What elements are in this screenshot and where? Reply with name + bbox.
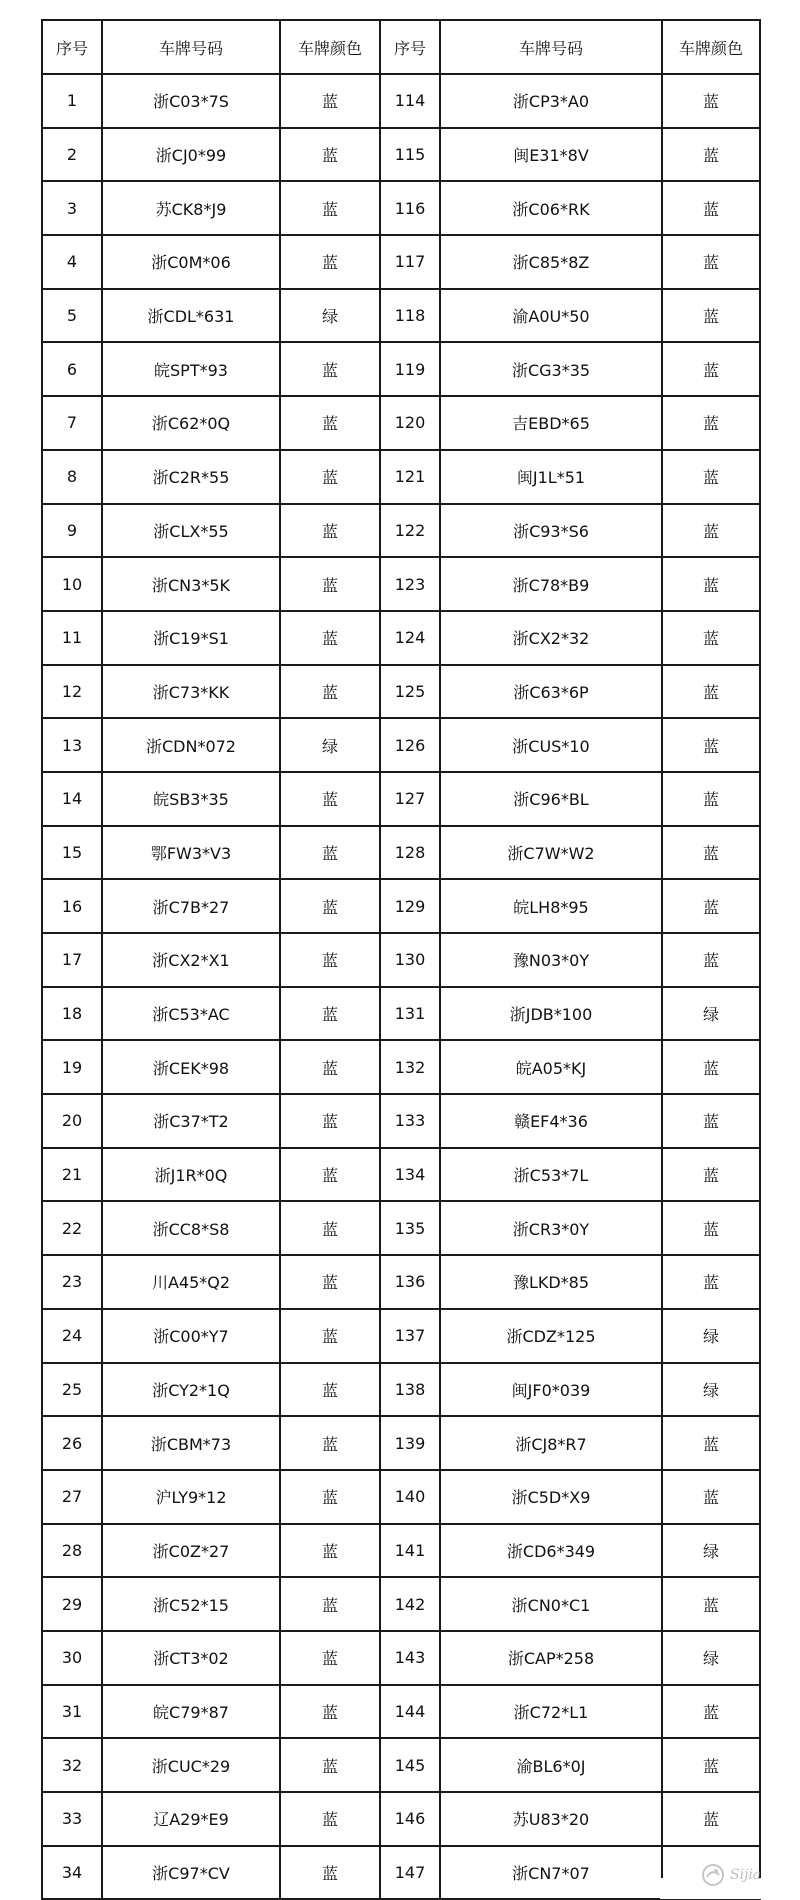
row-color-left: 蓝 [280, 181, 380, 235]
row-plate-right: 浙C93*S6 [440, 504, 662, 558]
table-row [42, 1470, 760, 1524]
table-row [42, 826, 760, 880]
table-row [42, 342, 760, 396]
row-color-left: 蓝 [280, 1309, 380, 1363]
row-plate-left: 浙CUC*29 [102, 1738, 280, 1792]
row-seq-left: 11 [42, 611, 102, 665]
row-color-left: 蓝 [280, 396, 380, 450]
row-seq-right: 138 [380, 1363, 440, 1417]
table-row [42, 1094, 760, 1148]
row-color-left: 蓝 [280, 772, 380, 826]
row-plate-right: 浙CUS*10 [440, 718, 662, 772]
table-row [42, 1846, 760, 1900]
row-color-right: 蓝 [662, 235, 760, 289]
row-plate-right: 浙C96*BL [440, 772, 662, 826]
row-seq-right: 144 [380, 1685, 440, 1739]
row-plate-right: 浙CG3*35 [440, 342, 662, 396]
row-seq-right: 135 [380, 1201, 440, 1255]
table-row [42, 1738, 760, 1792]
row-seq-right: 125 [380, 665, 440, 719]
row-plate-left: 皖SB3*35 [102, 772, 280, 826]
row-color-right: 绿 [662, 1631, 760, 1685]
row-seq-right: 134 [380, 1148, 440, 1202]
table-header-row [42, 20, 760, 74]
row-plate-left: 浙CLX*55 [102, 504, 280, 558]
row-seq-right: 118 [380, 289, 440, 343]
row-plate-right: 赣EF4*36 [440, 1094, 662, 1148]
row-color-left: 蓝 [280, 826, 380, 880]
row-plate-right: 渝BL6*0J [440, 1738, 662, 1792]
row-plate-right: 浙C06*RK [440, 181, 662, 235]
table-row [42, 987, 760, 1041]
row-color-right: 蓝 [662, 504, 760, 558]
table-row [42, 235, 760, 289]
row-color-left: 蓝 [280, 987, 380, 1041]
row-color-right: 蓝 [662, 665, 760, 719]
row-seq-left: 23 [42, 1255, 102, 1309]
row-seq-left: 1 [42, 74, 102, 128]
table-row [42, 1201, 760, 1255]
row-color-right: 蓝 [662, 128, 760, 182]
row-seq-left: 4 [42, 235, 102, 289]
row-plate-left: 浙C03*7S [102, 74, 280, 128]
row-seq-right: 117 [380, 235, 440, 289]
row-plate-left: 浙C62*0Q [102, 396, 280, 450]
row-plate-left: 浙CX2*X1 [102, 933, 280, 987]
row-plate-right: 浙C72*L1 [440, 1685, 662, 1739]
row-color-left: 蓝 [280, 504, 380, 558]
row-color-left: 蓝 [280, 1470, 380, 1524]
row-color-left: 蓝 [280, 1577, 380, 1631]
row-seq-left: 12 [42, 665, 102, 719]
table-row [42, 450, 760, 504]
row-seq-right: 124 [380, 611, 440, 665]
row-seq-right: 115 [380, 128, 440, 182]
row-plate-left: 浙CT3*02 [102, 1631, 280, 1685]
row-color-left: 蓝 [280, 342, 380, 396]
row-plate-right: 浙CAP*258 [440, 1631, 662, 1685]
row-plate-right: 浙CX2*32 [440, 611, 662, 665]
table-row [42, 1148, 760, 1202]
plate-table-container [41, 19, 762, 1900]
row-plate-right: 浙CN7*07 [440, 1846, 662, 1900]
row-color-left: 蓝 [280, 879, 380, 933]
watermark [700, 1855, 795, 1895]
row-plate-left: 皖SPT*93 [102, 342, 280, 396]
row-seq-left: 16 [42, 879, 102, 933]
row-plate-right: 浙CP3*A0 [440, 74, 662, 128]
row-color-right: 蓝 [662, 611, 760, 665]
table-row [42, 1577, 760, 1631]
header-color-left: 车牌颜色 [280, 20, 380, 74]
table-row [42, 1792, 760, 1846]
row-seq-left: 20 [42, 1094, 102, 1148]
row-plate-left: 浙C53*AC [102, 987, 280, 1041]
row-color-right: 蓝 [662, 557, 760, 611]
table-row [42, 74, 760, 128]
row-plate-right: 浙C63*6P [440, 665, 662, 719]
row-color-right: 蓝 [662, 1577, 760, 1631]
row-seq-right: 143 [380, 1631, 440, 1685]
row-plate-left: 浙J1R*0Q [102, 1148, 280, 1202]
table-row [42, 1255, 760, 1309]
row-color-left: 蓝 [280, 1040, 380, 1094]
row-color-left: 蓝 [280, 74, 380, 128]
row-seq-right: 128 [380, 826, 440, 880]
row-color-left: 蓝 [280, 1201, 380, 1255]
row-plate-left: 浙CJ0*99 [102, 128, 280, 182]
row-seq-right: 126 [380, 718, 440, 772]
row-seq-left: 15 [42, 826, 102, 880]
table-row [42, 1040, 760, 1094]
row-seq-right: 127 [380, 772, 440, 826]
row-plate-left: 浙CN3*5K [102, 557, 280, 611]
row-seq-right: 142 [380, 1577, 440, 1631]
row-seq-right: 114 [380, 74, 440, 128]
row-color-right: 绿 [662, 1524, 760, 1578]
row-seq-left: 27 [42, 1470, 102, 1524]
header-seq-right: 序号 [380, 20, 440, 74]
row-plate-left: 浙CBM*73 [102, 1416, 280, 1470]
header-seq-left: 序号 [42, 20, 102, 74]
row-plate-left: 浙C7B*27 [102, 879, 280, 933]
row-color-right: 蓝 [662, 1255, 760, 1309]
row-seq-left: 6 [42, 342, 102, 396]
row-color-left: 蓝 [280, 1416, 380, 1470]
row-plate-left: 浙CC8*S8 [102, 1201, 280, 1255]
row-seq-right: 129 [380, 879, 440, 933]
row-seq-left: 28 [42, 1524, 102, 1578]
row-plate-right: 浙C85*8Z [440, 235, 662, 289]
row-plate-left: 浙C0M*06 [102, 235, 280, 289]
header-plate-right: 车牌号码 [440, 20, 662, 74]
table-row [42, 1309, 760, 1363]
row-color-left: 蓝 [280, 1685, 380, 1739]
row-seq-right: 116 [380, 181, 440, 235]
row-seq-left: 8 [42, 450, 102, 504]
row-color-right: 蓝 [662, 342, 760, 396]
row-plate-left: 苏CK8*J9 [102, 181, 280, 235]
row-seq-left: 18 [42, 987, 102, 1041]
row-seq-left: 33 [42, 1792, 102, 1846]
row-seq-right: 123 [380, 557, 440, 611]
table-row [42, 879, 760, 933]
table-row [42, 181, 760, 235]
row-color-right: 蓝 [662, 826, 760, 880]
row-plate-left: 浙C52*15 [102, 1577, 280, 1631]
row-seq-right: 146 [380, 1792, 440, 1846]
row-plate-left: 沪LY9*12 [102, 1470, 280, 1524]
row-seq-left: 32 [42, 1738, 102, 1792]
row-seq-left: 24 [42, 1309, 102, 1363]
row-plate-left: 浙CDL*631 [102, 289, 280, 343]
row-plate-right: 浙C78*B9 [440, 557, 662, 611]
row-color-left: 蓝 [280, 1846, 380, 1900]
table-row [42, 772, 760, 826]
plate-table [41, 19, 761, 1900]
row-plate-left: 辽A29*E9 [102, 1792, 280, 1846]
row-plate-left: 皖C79*87 [102, 1685, 280, 1739]
row-color-right: 蓝 [662, 74, 760, 128]
row-seq-right: 131 [380, 987, 440, 1041]
row-seq-left: 22 [42, 1201, 102, 1255]
row-plate-right: 苏U83*20 [440, 1792, 662, 1846]
row-color-right: 蓝 [662, 1201, 760, 1255]
row-color-right: 蓝 [662, 396, 760, 450]
row-color-left: 蓝 [280, 1631, 380, 1685]
row-seq-right: 133 [380, 1094, 440, 1148]
row-plate-right: 豫N03*0Y [440, 933, 662, 987]
table-row [42, 1524, 760, 1578]
row-color-right: 蓝 [662, 450, 760, 504]
row-seq-left: 26 [42, 1416, 102, 1470]
row-plate-left: 川A45*Q2 [102, 1255, 280, 1309]
row-seq-left: 13 [42, 718, 102, 772]
row-plate-left: 浙C0Z*27 [102, 1524, 280, 1578]
table-row [42, 557, 760, 611]
row-plate-left: 浙C2R*55 [102, 450, 280, 504]
row-seq-left: 3 [42, 181, 102, 235]
row-color-left: 绿 [280, 718, 380, 772]
row-plate-right: 浙JDB*100 [440, 987, 662, 1041]
table-row [42, 1416, 760, 1470]
row-plate-right: 浙C5D*X9 [440, 1470, 662, 1524]
row-color-right: 绿 [662, 987, 760, 1041]
row-plate-left: 浙CDN*072 [102, 718, 280, 772]
row-color-left: 蓝 [280, 450, 380, 504]
row-seq-left: 2 [42, 128, 102, 182]
row-color-right: 绿 [662, 1309, 760, 1363]
row-plate-right: 渝A0U*50 [440, 289, 662, 343]
row-color-left: 蓝 [280, 557, 380, 611]
row-color-right: 蓝 [662, 879, 760, 933]
row-color-right: 蓝 [662, 1416, 760, 1470]
row-seq-right: 119 [380, 342, 440, 396]
row-color-left: 蓝 [280, 235, 380, 289]
row-seq-left: 34 [42, 1846, 102, 1900]
table-row [42, 611, 760, 665]
row-color-left: 蓝 [280, 665, 380, 719]
row-seq-left: 5 [42, 289, 102, 343]
row-color-right: 蓝 [662, 1738, 760, 1792]
row-seq-left: 19 [42, 1040, 102, 1094]
table-row [42, 665, 760, 719]
row-plate-right: 浙C53*7L [440, 1148, 662, 1202]
row-seq-right: 145 [380, 1738, 440, 1792]
row-color-right: 蓝 [662, 1040, 760, 1094]
table-row [42, 396, 760, 450]
table-row [42, 1685, 760, 1739]
row-color-left: 绿 [280, 289, 380, 343]
table-row [42, 128, 760, 182]
row-seq-right: 140 [380, 1470, 440, 1524]
row-seq-right: 136 [380, 1255, 440, 1309]
row-seq-left: 14 [42, 772, 102, 826]
header-plate-left: 车牌号码 [102, 20, 280, 74]
row-plate-left: 浙C37*T2 [102, 1094, 280, 1148]
row-color-right: 蓝 [662, 1470, 760, 1524]
row-plate-left: 鄂FW3*V3 [102, 826, 280, 880]
table-row [42, 289, 760, 343]
row-color-right: 蓝 [662, 933, 760, 987]
row-seq-right: 130 [380, 933, 440, 987]
row-plate-right: 浙CR3*0Y [440, 1201, 662, 1255]
row-color-left: 蓝 [280, 1094, 380, 1148]
row-color-left: 蓝 [280, 1363, 380, 1417]
row-color-right: 绿 [662, 1363, 760, 1417]
row-seq-right: 141 [380, 1524, 440, 1578]
site-logo-icon [700, 1862, 726, 1888]
row-color-right: 蓝 [662, 181, 760, 235]
row-plate-left: 浙C73*KK [102, 665, 280, 719]
row-seq-right: 120 [380, 396, 440, 450]
row-plate-right: 浙C7W*W2 [440, 826, 662, 880]
row-seq-left: 29 [42, 1577, 102, 1631]
table-row [42, 933, 760, 987]
row-plate-left: 浙C19*S1 [102, 611, 280, 665]
row-plate-left: 浙C00*Y7 [102, 1309, 280, 1363]
row-seq-right: 139 [380, 1416, 440, 1470]
header-color-right: 车牌颜色 [662, 20, 760, 74]
row-plate-left: 浙CEK*98 [102, 1040, 280, 1094]
row-plate-right: 浙CJ8*R7 [440, 1416, 662, 1470]
row-seq-left: 9 [42, 504, 102, 558]
row-plate-right: 闽J1L*51 [440, 450, 662, 504]
row-plate-right: 皖A05*KJ [440, 1040, 662, 1094]
row-plate-right: 闽E31*8V [440, 128, 662, 182]
table-body [42, 74, 760, 1899]
row-color-left: 蓝 [280, 128, 380, 182]
row-plate-right: 浙CN0*C1 [440, 1577, 662, 1631]
row-plate-left: 浙CY2*1Q [102, 1363, 280, 1417]
row-plate-right: 闽JF0*039 [440, 1363, 662, 1417]
table-row [42, 1631, 760, 1685]
row-seq-left: 7 [42, 396, 102, 450]
row-color-left: 蓝 [280, 1255, 380, 1309]
row-color-left: 蓝 [280, 933, 380, 987]
row-seq-left: 31 [42, 1685, 102, 1739]
table-row [42, 1363, 760, 1417]
row-seq-right: 132 [380, 1040, 440, 1094]
row-color-right: 蓝 [662, 772, 760, 826]
row-seq-left: 25 [42, 1363, 102, 1417]
row-color-right: 蓝 [662, 1685, 760, 1739]
row-seq-right: 122 [380, 504, 440, 558]
watermark-text: Sijia [730, 1867, 762, 1883]
row-color-right: 蓝 [662, 718, 760, 772]
row-plate-right: 豫LKD*85 [440, 1255, 662, 1309]
row-seq-right: 137 [380, 1309, 440, 1363]
row-color-left: 蓝 [280, 1524, 380, 1578]
row-seq-left: 17 [42, 933, 102, 987]
row-plate-right: 吉EBD*65 [440, 396, 662, 450]
row-plate-right: 皖LH8*95 [440, 879, 662, 933]
row-color-right: 蓝 [662, 289, 760, 343]
row-color-left: 蓝 [280, 1792, 380, 1846]
row-color-left: 蓝 [280, 611, 380, 665]
row-seq-left: 21 [42, 1148, 102, 1202]
row-plate-left: 浙C97*CV [102, 1846, 280, 1900]
row-color-left: 蓝 [280, 1738, 380, 1792]
row-color-right: 蓝 [662, 1094, 760, 1148]
row-seq-right: 147 [380, 1846, 440, 1900]
table-row [42, 718, 760, 772]
row-plate-right: 浙CD6*349 [440, 1524, 662, 1578]
row-seq-left: 10 [42, 557, 102, 611]
row-plate-right: 浙CDZ*125 [440, 1309, 662, 1363]
table-row [42, 504, 760, 558]
row-color-right: 蓝 [662, 1148, 760, 1202]
row-seq-right: 121 [380, 450, 440, 504]
row-seq-left: 30 [42, 1631, 102, 1685]
row-color-left: 蓝 [280, 1148, 380, 1202]
row-color-right: 蓝 [662, 1792, 760, 1846]
